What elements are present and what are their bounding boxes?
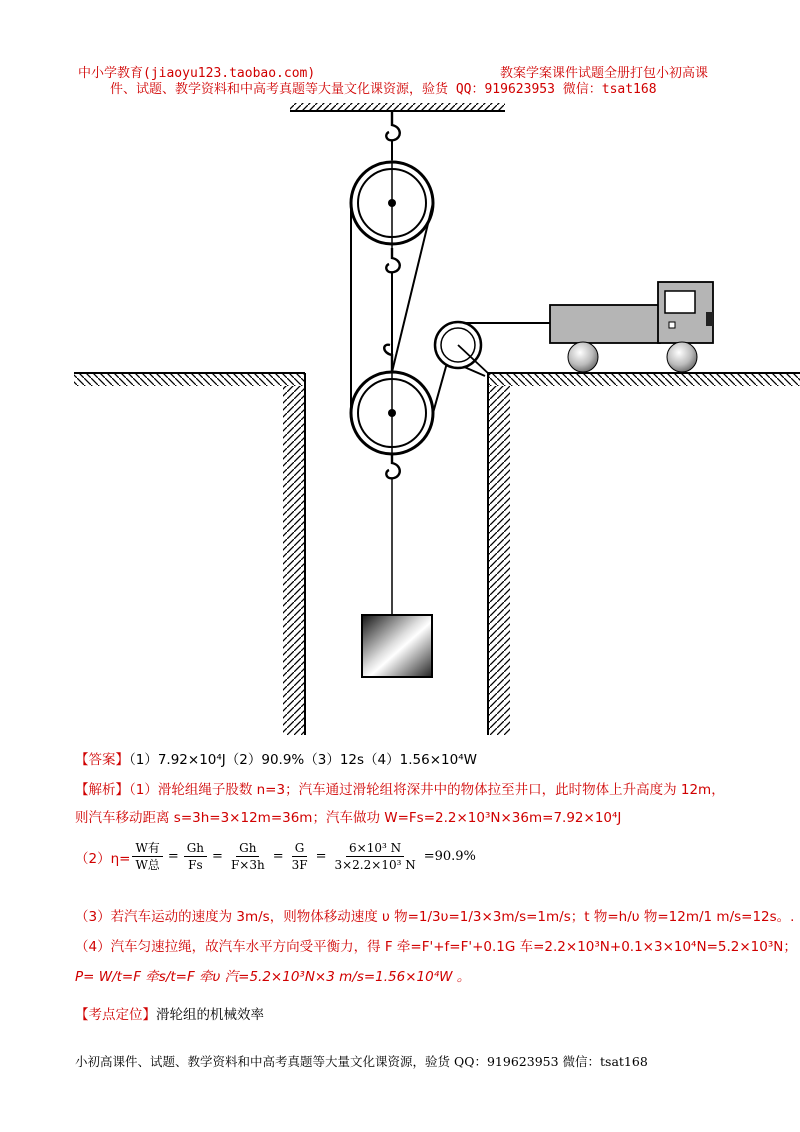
middle-hook <box>386 248 399 272</box>
fixed-pulley <box>351 160 433 248</box>
answer-tag: 【答案】 <box>75 752 129 768</box>
pulley-diagram <box>0 95 800 740</box>
kaodian-text: 滑轮组的机械效率 <box>156 1007 264 1023</box>
analysis-line4: （4）汽车匀速拉绳，故汽车水平方向受平衡力，得 F 牵=F'+f=F'+0.1G 车=2.2×10³N+0.1×3×10⁴N=5.2×10³N； <box>75 939 797 955</box>
ground-left <box>74 373 305 735</box>
answer-line <box>75 748 477 768</box>
lower-hook <box>384 345 392 372</box>
analysis-line2: 则汽车移动距离 s=3h=3×12m=36m；汽车做功 W=Fs=2.2×10³N×36m=7.92×10⁴J <box>75 810 622 826</box>
movable-pulley <box>351 372 433 455</box>
bottom-hook <box>386 455 399 478</box>
truck <box>550 282 713 372</box>
fraction-g-3f: $\frac{G}{3F}$ <box>291 841 308 872</box>
load-block <box>362 615 432 677</box>
kaodian-tag: 【考点定位】 <box>75 1007 156 1023</box>
kaodian-line <box>75 1003 264 1023</box>
header-right: 教案学案课件试题全册打包小初高课 <box>500 66 709 81</box>
analysis-tag: 【解析】 <box>75 782 129 798</box>
footer: 小初高课件、试题、教学资料和中高考真题等大量文化课资源，验货 QQ：919623953 微信：tsat168 <box>75 1054 648 1069</box>
analysis-text-1: （1）滑轮组绳子股数 n=3；汽车通过滑轮组将深井中的物体拉至井口，此时物体上升高度为 12m， <box>129 782 725 798</box>
analysis-line5: P= W/t=F 牵s/t=F 牵υ 汽=5.2×10³N×3 m/s=1.56×10⁴W 。 <box>75 969 471 985</box>
top-hook <box>386 111 399 140</box>
header-line2: 件、试题、教学资料和中高考真题等大量文化课资源，验货 QQ：919623953 微信：tsat168 <box>110 82 657 97</box>
fraction-gh-fs: $\frac{Gh}{Fs}$ <box>184 840 207 873</box>
efficiency-equation: （2）η= $\frac{\text{W有}}{\text{W总}}$ = $\frac{Gh}{Fs}$ = $\frac{Gh}{F\times 3h}$ = $\frac{G}{3F}$ = $\frac{\text{6×10³ N}}{\text{3×2.2×10³ N}}$ =90.9% <box>75 841 476 872</box>
header-left: 中小学教育(jiaoyu123.taobao.com) <box>78 66 316 81</box>
eq-prefix: （2）η= <box>75 850 131 867</box>
guide-pulley <box>435 322 490 375</box>
analysis-line1 <box>75 778 725 798</box>
fraction-gh-f3h: $\frac{Gh}{F\times 3h}$ <box>230 841 265 872</box>
ground-right <box>488 373 800 735</box>
fraction-work: $\frac{\text{W有}}{\text{W总}}$ <box>132 840 162 873</box>
eq-result: =90.9% <box>423 849 476 864</box>
answer-text: （1）7.92×10⁴J（2）90.9%（3）12s（4）1.56×10⁴W <box>129 752 477 768</box>
ceiling <box>290 103 505 111</box>
fraction-values: $\frac{\text{6×10³ N}}{\text{3×2.2×10³ N}}$ <box>334 841 416 872</box>
analysis-line3: （3）若汽车运动的速度为 3m/s，则物体移动速度 υ 物=1/3υ=1/3×3m/s=1m/s；t 物=h/υ 物=12m/1 m/s=12s。. <box>75 909 795 925</box>
